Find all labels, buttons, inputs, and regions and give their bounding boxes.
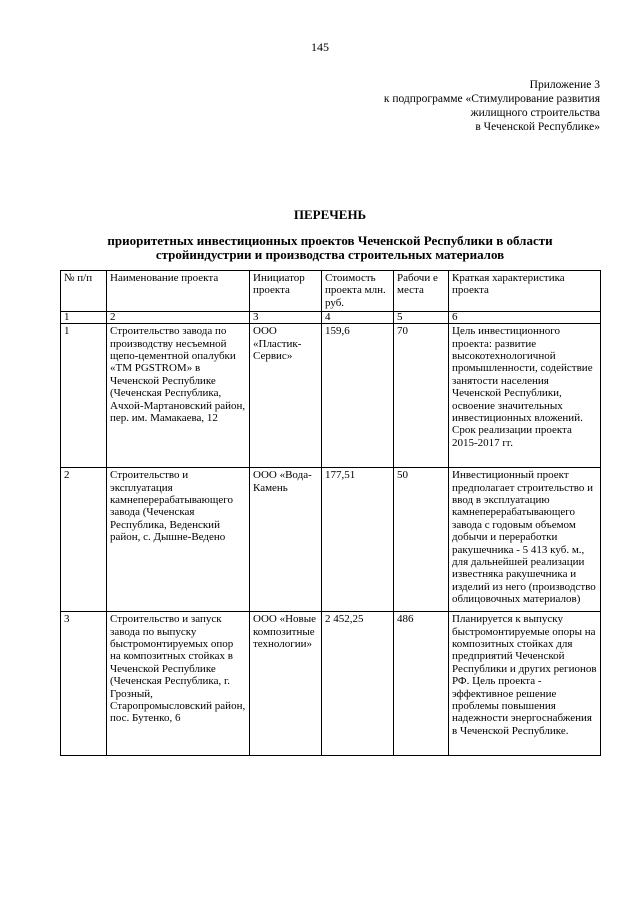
header-description: Краткая характеристика проекта xyxy=(449,271,601,312)
project-jobs: 50 xyxy=(394,468,449,612)
project-name: Строительство и запуск завода по выпуску быстромонтируемых опор на композитных стойках в Чеченской Республике (Чеченская Республика, г. Грозный, Старопромысловский район, пос. Бутенко, 6 xyxy=(107,612,250,756)
appendix-line: Приложение 3 xyxy=(529,79,600,91)
column-number: 5 xyxy=(394,312,449,324)
row-number: 3 xyxy=(61,612,107,756)
header-initiator: Инициатор проекта xyxy=(250,271,322,312)
title-subtitle-line: стройиндустрии и производства строительных материалов xyxy=(155,247,505,262)
table-header-row xyxy=(61,271,601,312)
column-number: 6 xyxy=(449,312,601,324)
column-number: 4 xyxy=(322,312,394,324)
column-number-row xyxy=(61,312,601,324)
project-cost: 2 452,25 xyxy=(322,612,394,756)
project-description: Цель инвестиционного проекта: развитие высокотехнологичной промышленности, содействие занятости населения Чеченской Республики, освоение значительных инвестиционных вложений. Срок реализации проекта 2015-2017 гг. xyxy=(449,324,601,468)
project-jobs: 70 xyxy=(394,324,449,468)
table-row xyxy=(61,468,601,612)
header-cost: Стоимость проекта млн. руб. xyxy=(322,271,394,312)
project-cost: 159,6 xyxy=(322,324,394,468)
appendix-line: к подпрограмме «Стимулирование развития xyxy=(383,93,600,105)
header-number: № п/п xyxy=(61,271,107,312)
row-number: 1 xyxy=(61,324,107,468)
header-jobs: Рабочи е места xyxy=(394,271,449,312)
project-initiator: ООО «Новые композитные технологии» xyxy=(250,612,322,756)
page-number: 145 xyxy=(311,40,329,54)
appendix-line: в Чеченской Республике» xyxy=(475,121,600,133)
projects-table-wrapper xyxy=(60,270,601,756)
projects-table xyxy=(60,270,601,756)
appendix-line: жилищного строительства xyxy=(470,107,600,119)
column-number: 2 xyxy=(107,312,250,324)
title-main: ПЕРЕЧЕНЬ xyxy=(293,207,367,222)
project-description: Планируется к выпуску быстромонтируемые опоры на композитных стойках для предприятий Чеченской Республики и других регионов РФ. Цель проекта - эффективное решение проблемы повышения надежности энергоснабжения в Чеченской Республике. xyxy=(449,612,601,756)
project-cost: 177,51 xyxy=(322,468,394,612)
column-number: 1 xyxy=(61,312,107,324)
column-number: 3 xyxy=(250,312,322,324)
header-project-name: Наименование проекта xyxy=(107,271,250,312)
project-name: Строительство и эксплуатация камнеперерабатывающего завода (Чеченская Республика, Веденский район, с. Дышне-Ведено xyxy=(107,468,250,612)
document-title xyxy=(50,208,610,262)
table-row xyxy=(61,612,601,756)
title-subtitle-line: приоритетных инвестиционных проектов Чеченской Республики в области xyxy=(107,233,553,248)
appendix-header xyxy=(300,78,600,134)
project-jobs: 486 xyxy=(394,612,449,756)
project-name: Строительство завода по производству несъемной щепо-цементной опалубки «TM PGSTROM» в Чеченской Республике (Чеченская Республика, Ачхой-Мартановский район, пер. им. Мамакаева, 12 xyxy=(107,324,250,468)
row-number: 2 xyxy=(61,468,107,612)
table-row xyxy=(61,324,601,468)
project-initiator: ООО «Вода-Камень xyxy=(250,468,322,612)
project-initiator: ООО «Пластик-Сервис» xyxy=(250,324,322,468)
project-description: Инвестиционный проект предполагает строительство и ввод в эксплуатацию камнеперерабатывающего завода с годовым объемом добычи и переработки ракушечника - 5 413 куб. м., для дальнейшей реализации известняка ракушечника и изделий из него (производство облицовочных материалов) xyxy=(449,468,601,612)
